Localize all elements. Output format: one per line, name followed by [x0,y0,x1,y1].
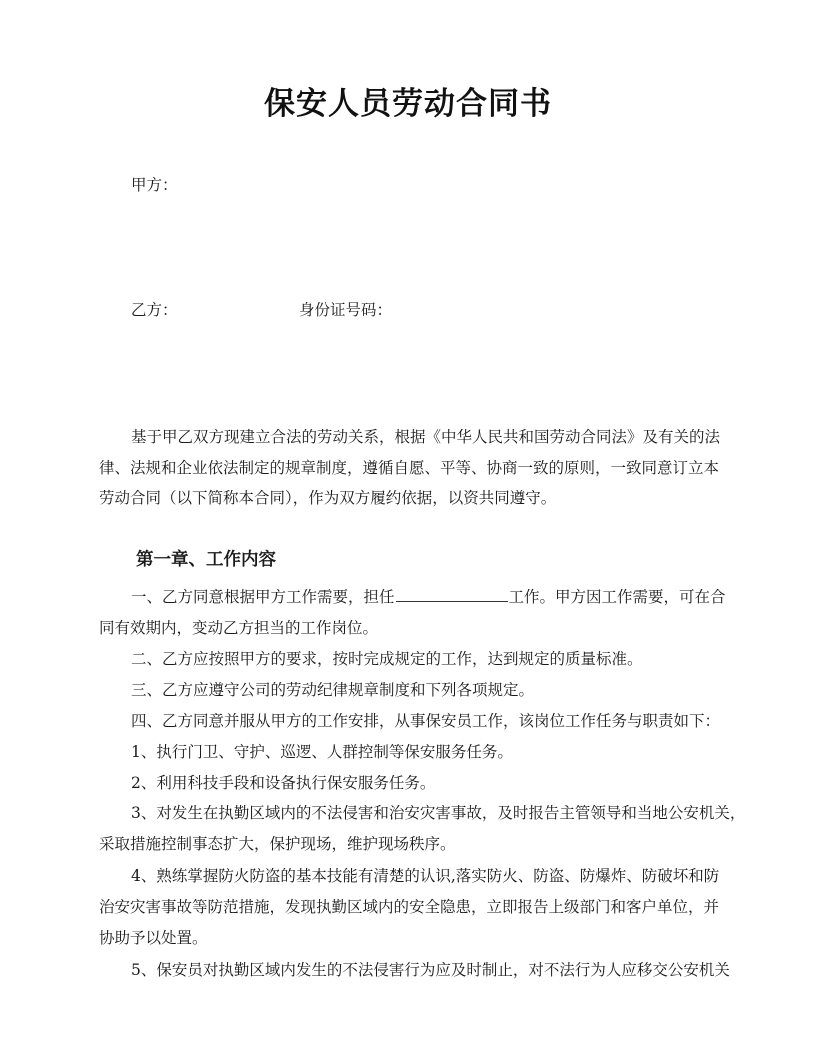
duty-item-3: 3、对发生在执勤区域内的不法侵害和治安灾害事故，及时报告主管领导和当地公安机关， [131,804,746,822]
duty-item-3-continued: 采取措施控制事态扩大，保护现场，维护现场秩序。 [99,835,456,853]
party-b-label: 乙方： [131,301,178,319]
preamble-line: 基于甲乙双方现建立合法的劳动关系，根据《中华人民共和国劳动合同法》及有关的法 [131,428,721,446]
preamble-line: 律、法规和企业依法制定的规章制度，遵循自愿、平等、协商一致的原则，一致同意订立本 [99,459,720,477]
clause-3: 三、乙方应遵守公司的劳动纪律规章制度和下列各项规定。 [131,681,535,699]
party-a-label: 甲方： [131,176,178,194]
clause-1-text-before: 一、乙方同意根据甲方工作需要，担任 [131,588,395,606]
job-title-blank [396,587,508,602]
duty-item-4-continued: 协助予以处置。 [99,929,208,947]
duty-item-4-continued: 治安灾害事故等防范措施，发现执勤区域内的安全隐患，立即报告上级部门和客户单位，并 [99,898,720,916]
clause-1-continued: 同有效期内，变动乙方担当的工作岗位。 [99,619,379,637]
duty-item-4: 4、熟练掌握防火防盗的基本技能有清楚的认识,落实防火、防盗、防爆炸、防破坏和防 [131,867,720,885]
document-title: 保安人员劳动合同书 [264,86,552,122]
clause-2: 二、乙方应按照甲方的要求，按时完成规定的工作，达到规定的质量标准。 [131,650,643,668]
preamble-line: 劳动合同（以下简称本合同），作为双方履约依据，以资共同遵守。 [99,489,557,507]
clause-1 [131,587,726,607]
clause-4: 四、乙方同意并服从甲方的工作安排，从事保安员工作，该岗位工作任务与职责如下： [131,712,721,730]
clause-1-text-after: 工作。甲方因工作需要，可在合 [508,588,726,606]
duty-item-2: 2、利用科技手段和设备执行保安服务任务。 [131,774,436,792]
duty-item-1: 1、执行门卫、守护、巡逻、人群控制等保安服务任务。 [131,743,513,761]
duty-item-5: 5、保安员对执勤区域内发生的不法侵害行为应及时制止，对不法行为人应移交公安机关 [131,961,730,979]
chapter-heading: 第一章、工作内容 [136,550,276,570]
id-number-label: 身份证号码： [299,301,393,319]
